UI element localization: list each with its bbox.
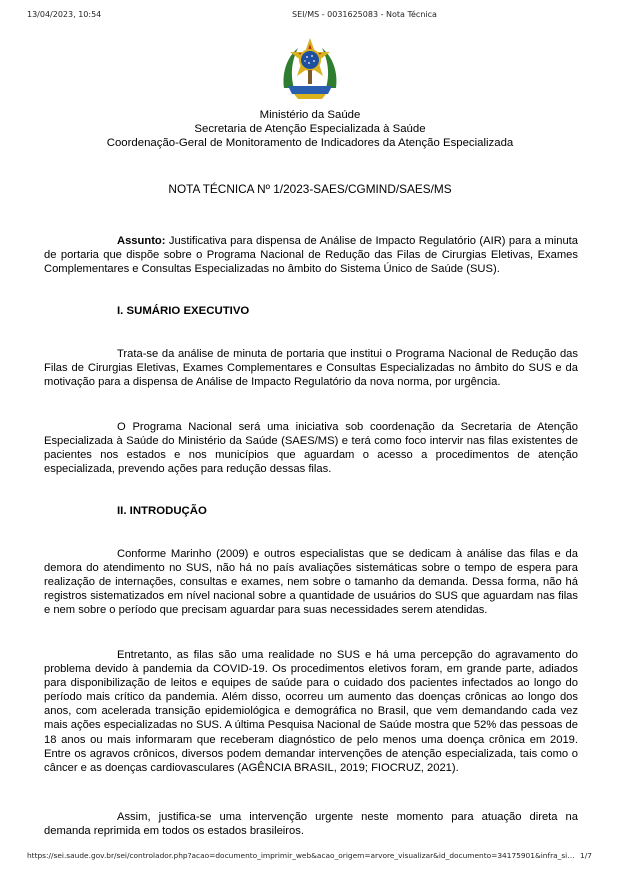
section-title-sumario: I. SUMÁRIO EXECUTIVO <box>117 305 250 317</box>
institution-line-2: Secretaria de Atenção Especializada à Saúde <box>194 123 426 135</box>
brazil-coat-of-arms-icon <box>278 36 342 102</box>
institution-line-3: Coordenação-Geral de Monitoramento de Indicadores da Atenção Especializada <box>106 137 514 149</box>
print-page-number: 1/7 <box>580 851 592 860</box>
subject-text: Justificativa para dispensa de Análise de Impacto Regulatório (AIR) para a minuta de portaria que dispõe sobre o Programa Nacional de Redução das Filas de Cirurgias Eletivas, Exames Complementares e Consultas Especializadas no âmbito do Sistema Único de Saúde (SUS). <box>44 235 578 276</box>
print-url: https://sei.saude.gov.br/sei/controlador.php?acao=documento_imprimir_web&acao_origem=arvore_visualizar&id_documento=34175901&infra_si… <box>27 851 575 860</box>
paragraph-introducao-1: Conforme Marinho (2009) e outros especialistas que se dedicam à análise das filas e da demora do atendimento no SUS, não há no país avaliações sistemáticas sobre o tempo de espera para realização de internações, consultas e exames, nem sobre o tamanho da demanda. Dessa forma, não há registros sistematizados em nível nacional sobre a quantidade de usuários do SUS que aguardam nas filas e nem sobre o período que precisam aguardar para suas necessidades serem atendidas. <box>44 548 578 617</box>
paragraph-introducao-2: Entretanto, as filas são uma realidade no SUS e há uma percepção do agravamento do problema devido à pandemia da COVID-19. Os procedimentos eletivos foram, em grande parte, adiados para disponibilização de leitos e equipes de saúde para o cuidado dos pacientes infectados ao longo do período mais crítico da pandemia. Além disso, ocorreu um aumento das doenças crônicas ao longo dos anos, com acelerada transição epidemiológica e demográfica no Brasil, que vem demandando cada vez mais ações especializadas no SUS. A última Pesquisa Nacional de Saúde mostra que 52% das pessoas de 18 anos ou mais informaram que receberam diagnóstico de pelo menos uma doença crônica em 2019. Entre os agravos crônicos, diversos podem demandar intervenções de atenção especializada, tais como o câncer e as doenças cardiovasculares (AGÊNCIA BRASIL, 2019; FIOCRUZ, 2021). <box>44 649 578 774</box>
paragraph-sumario-1: Trata-se da análise de minuta de portaria que institui o Programa Nacional de Redução das Filas de Cirurgias Eletivas, Exames Complementares e Consultas Especializadas no âmbito do SUS e da motivação para a dispensa de Análise de Impacto Regulatório da nova norma, por urgência. <box>44 348 578 389</box>
subject-paragraph <box>44 234 578 276</box>
print-doc-title: SEI/MS - 0031625083 - Nota Técnica <box>292 10 437 19</box>
paragraph-introducao-3: Assim, justifica-se uma intervenção urgente neste momento para atuação direta na demanda reprimida em todos os estados brasileiros. <box>44 811 578 838</box>
institution-line-1: Ministério da Saúde <box>259 109 361 121</box>
section-title-introducao: II. INTRODUÇÃO <box>117 505 207 517</box>
document-title: NOTA TÉCNICA Nº 1/2023-SAES/CGMIND/SAES/MS <box>168 182 452 196</box>
paragraph-sumario-2: O Programa Nacional será uma iniciativa sob coordenação da Secretaria de Atenção Especializada à Saúde do Ministério da Saúde (SAES/MS) e terá como foco intervir nas filas existentes de pacientes nos estados e nos municípios que aguardam o acesso a procedimentos de atenção especializada, prevendo ações para redução dessas filas. <box>44 421 578 476</box>
subject-label: Assunto: <box>117 235 166 247</box>
print-datetime: 13/04/2023, 10:54 <box>27 10 102 19</box>
